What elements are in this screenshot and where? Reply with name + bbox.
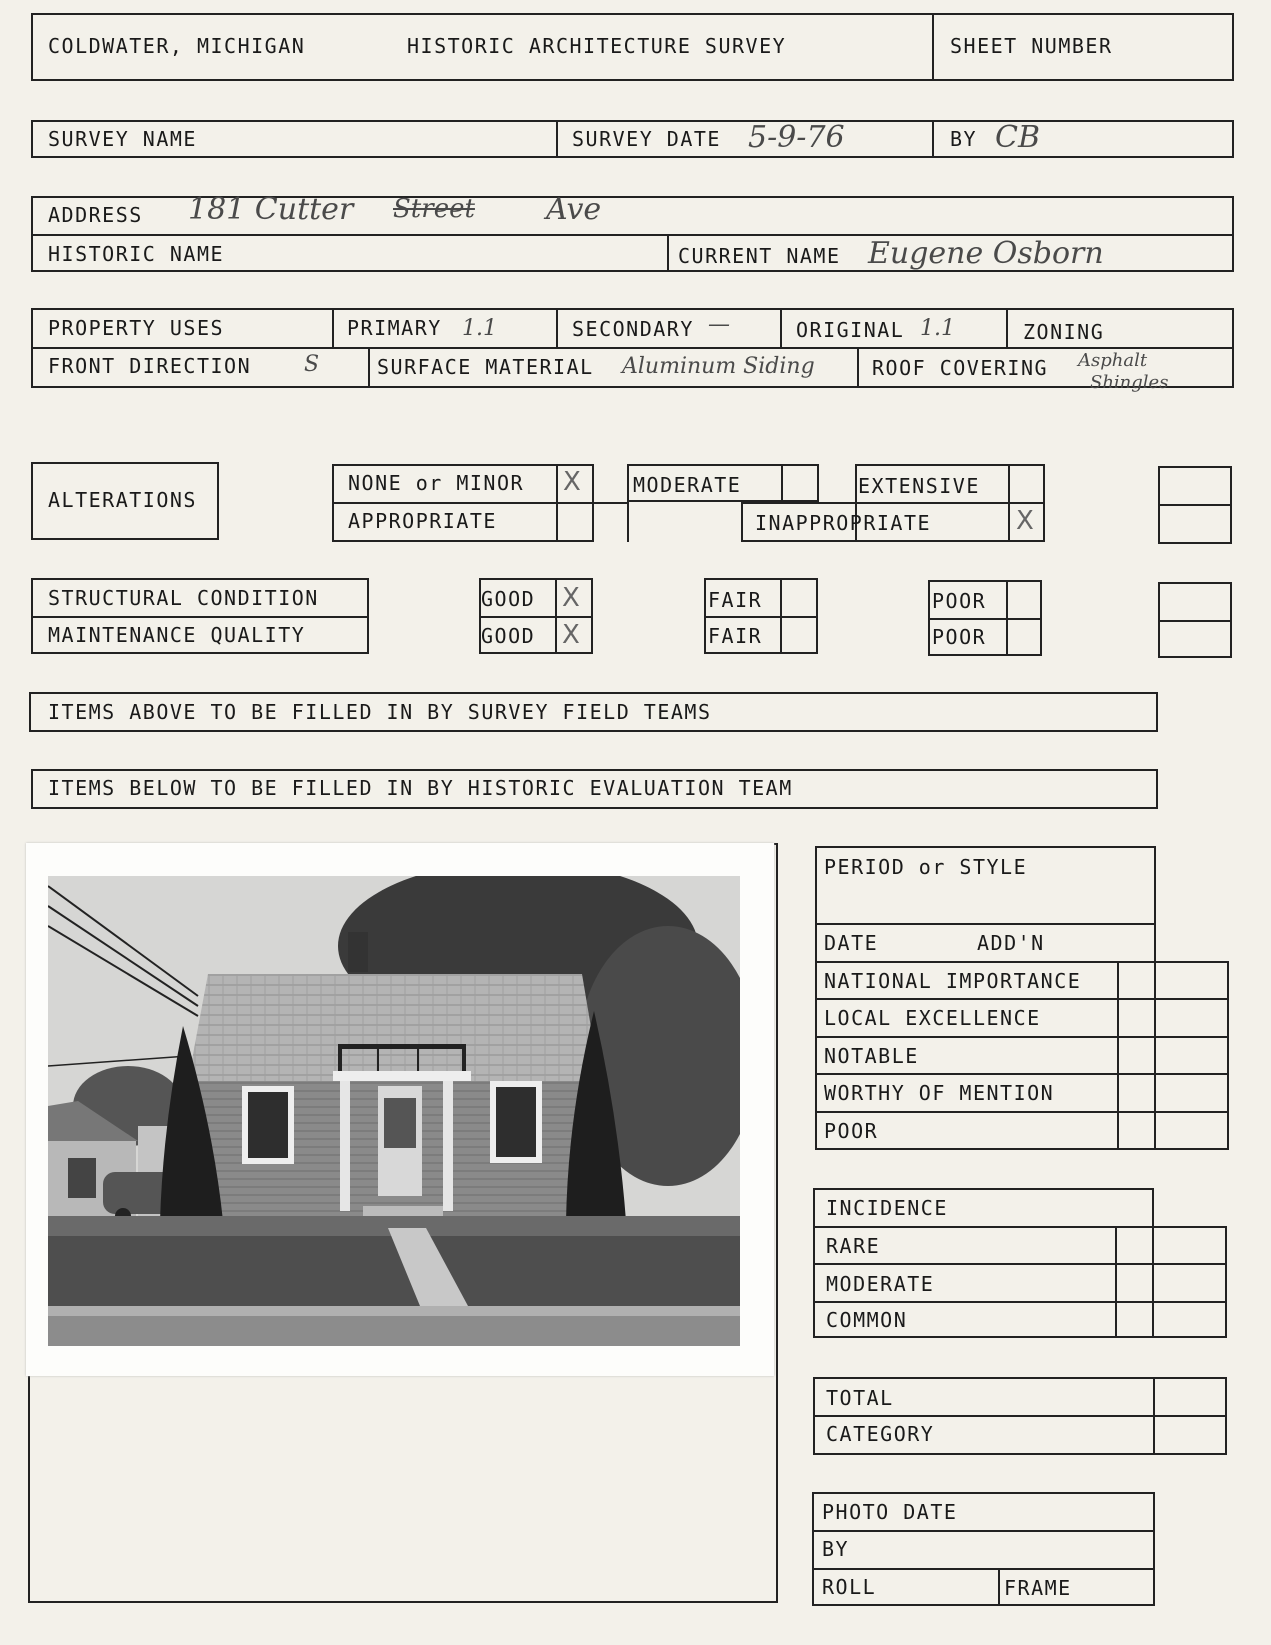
common-label: COMMON bbox=[826, 1308, 908, 1332]
period-style-label: PERIOD or STYLE bbox=[824, 855, 1028, 879]
current-name-value[interactable]: Eugene Osborn bbox=[868, 236, 1104, 271]
surface-material-value[interactable]: Aluminum Siding bbox=[622, 354, 815, 379]
structural-condition-label: STRUCTURAL CONDITION bbox=[48, 586, 319, 610]
national-importance-label: NATIONAL IMPORTANCE bbox=[824, 969, 1082, 993]
original-value[interactable]: 1.1 bbox=[920, 316, 955, 341]
current-name-divider bbox=[667, 234, 669, 272]
alt-hline-3 bbox=[741, 540, 856, 542]
maintenance-fair-label: FAIR bbox=[708, 624, 763, 648]
poor-hline bbox=[928, 618, 1042, 620]
sheet-number-label: SHEET NUMBER bbox=[950, 34, 1113, 58]
maintenance-quality-label: MAINTENANCE QUALITY bbox=[48, 623, 306, 647]
local-excellence-label: LOCAL EXCELLENCE bbox=[824, 1006, 1041, 1030]
primary-value[interactable]: 1.1 bbox=[462, 316, 497, 341]
tot-h1 bbox=[813, 1415, 1227, 1417]
house-photo bbox=[48, 876, 740, 1346]
cond-score-divider bbox=[1158, 620, 1232, 622]
front-direction-label: FRONT DIRECTION bbox=[48, 354, 252, 378]
eval-h7 bbox=[815, 1148, 1229, 1150]
structural-fair-label: FAIR bbox=[708, 588, 763, 612]
photo-by-label: BY bbox=[822, 1537, 850, 1561]
eval-h6 bbox=[815, 1111, 1229, 1113]
alt-vline-4 bbox=[781, 464, 783, 502]
items-above-note: ITEMS ABOVE TO BE FILLED IN BY SURVEY FIELD TEAMS bbox=[48, 700, 712, 724]
fair-vline bbox=[780, 578, 782, 654]
address-label: ADDRESS bbox=[48, 203, 143, 227]
eval-poor-label: POOR bbox=[824, 1119, 879, 1143]
moderate-label: MODERATE bbox=[633, 473, 742, 497]
survey-by-value[interactable]: CB bbox=[995, 120, 1040, 155]
original-label: ORIGINAL bbox=[796, 318, 905, 342]
prop-div-1 bbox=[332, 308, 334, 348]
roof-covering-value-1[interactable]: Asphalt bbox=[1078, 350, 1148, 371]
maintenance-good-checkbox[interactable]: X bbox=[562, 620, 580, 650]
prop-div-4 bbox=[1006, 308, 1008, 348]
survey-divider-2 bbox=[932, 120, 934, 158]
category-label: CATEGORY bbox=[826, 1422, 935, 1446]
good-vline bbox=[555, 578, 557, 654]
address-number[interactable]: 181 Cutter bbox=[188, 192, 354, 227]
current-name-label: CURRENT NAME bbox=[678, 244, 841, 268]
incidence-moderate-label: MODERATE bbox=[826, 1272, 935, 1296]
total-label: TOTAL bbox=[826, 1386, 894, 1410]
header-divider bbox=[932, 13, 934, 81]
surface-material-label: SURFACE MATERIAL bbox=[377, 355, 594, 379]
inappropriate-checkbox[interactable]: X bbox=[1016, 506, 1034, 536]
primary-label: PRIMARY bbox=[347, 316, 442, 340]
form-title: HISTORIC ARCHITECTURE SURVEY bbox=[407, 34, 787, 58]
rare-label: RARE bbox=[826, 1234, 881, 1258]
eval-h4 bbox=[815, 1036, 1229, 1038]
appropriate-label: APPROPRIATE bbox=[348, 509, 497, 533]
maintenance-poor-label: POOR bbox=[932, 625, 987, 649]
alt-hline-1 bbox=[332, 502, 627, 504]
survey-date-label: SURVEY DATE bbox=[572, 127, 721, 151]
structural-good-checkbox[interactable]: X bbox=[562, 583, 580, 613]
frame-label: FRAME bbox=[1004, 1576, 1072, 1600]
date-label: DATE bbox=[824, 931, 879, 955]
eval-h1 bbox=[815, 923, 1156, 925]
incidence-label: INCIDENCE bbox=[826, 1196, 948, 1220]
poor-vline bbox=[1006, 580, 1008, 656]
address-struck-word: Street bbox=[393, 194, 475, 224]
eval-h2 bbox=[815, 961, 1229, 963]
alt-hline-2 bbox=[741, 502, 1045, 504]
cond-hline-1 bbox=[31, 616, 369, 618]
prop-div-2 bbox=[556, 308, 558, 348]
inc-h4 bbox=[813, 1336, 1227, 1338]
pi-v1 bbox=[998, 1568, 1000, 1606]
survey-divider-1 bbox=[556, 120, 558, 158]
worthy-of-mention-label: WORTHY OF MENTION bbox=[824, 1081, 1055, 1105]
address-suffix[interactable]: Ave bbox=[546, 192, 602, 227]
historic-name-label: HISTORIC NAME bbox=[48, 242, 225, 266]
inc-h3 bbox=[813, 1301, 1227, 1303]
none-minor-label: NONE or MINOR bbox=[348, 471, 525, 495]
city-label: COLDWATER, MICHIGAN bbox=[48, 34, 306, 58]
eval-v2 bbox=[1227, 961, 1229, 1150]
eval-v1 bbox=[1117, 961, 1119, 1150]
roof-covering-value-2[interactable]: Shingles bbox=[1090, 372, 1169, 393]
prop-div-5 bbox=[368, 347, 370, 388]
prop-div-3 bbox=[780, 308, 782, 348]
eval-h3 bbox=[815, 998, 1229, 1000]
secondary-value[interactable]: — bbox=[708, 312, 730, 337]
alt-vline-1 bbox=[556, 464, 558, 542]
house-photo-image bbox=[48, 876, 740, 1346]
secondary-label: SECONDARY bbox=[572, 317, 694, 341]
structural-poor-label: POOR bbox=[932, 589, 987, 613]
good-hline bbox=[479, 616, 593, 618]
addn-label: ADD'N bbox=[977, 931, 1045, 955]
tot-v1 bbox=[1153, 1377, 1155, 1455]
zoning-label: ZONING bbox=[1023, 320, 1105, 344]
survey-by-label: BY bbox=[950, 127, 978, 151]
inappropriate-label: INAPPROPRIATE bbox=[755, 511, 932, 535]
roof-covering-label: ROOF COVERING bbox=[872, 356, 1049, 380]
inc-v1 bbox=[1115, 1226, 1117, 1338]
alterations-label: ALTERATIONS bbox=[48, 488, 197, 512]
property-uses-label: PROPERTY USES bbox=[48, 316, 225, 340]
pi-h1 bbox=[812, 1530, 1155, 1532]
fair-hline bbox=[704, 616, 818, 618]
structural-good-label: GOOD bbox=[481, 587, 536, 611]
extensive-label: EXTENSIVE bbox=[858, 474, 980, 498]
maintenance-good-label: GOOD bbox=[481, 624, 536, 648]
alt-score-divider bbox=[1158, 504, 1232, 506]
alt-vline-6 bbox=[741, 502, 743, 542]
property-divider bbox=[31, 347, 1234, 349]
photo-date-label: PHOTO DATE bbox=[822, 1500, 958, 1524]
pi-h2 bbox=[812, 1568, 1155, 1570]
inc-v2 bbox=[1225, 1226, 1227, 1338]
survey-name-label: SURVEY NAME bbox=[48, 127, 197, 151]
eval-h5 bbox=[815, 1073, 1229, 1075]
none-minor-checkbox[interactable]: X bbox=[563, 467, 581, 497]
notable-label: NOTABLE bbox=[824, 1044, 919, 1068]
prop-div-6 bbox=[857, 347, 859, 388]
roll-label: ROLL bbox=[822, 1575, 877, 1599]
items-below-note: ITEMS BELOW TO BE FILLED IN BY HISTORIC EVALUATION TEAM bbox=[48, 776, 793, 800]
inc-h1 bbox=[813, 1226, 1227, 1228]
survey-date-value[interactable]: 5-9-76 bbox=[748, 120, 845, 155]
inc-h2 bbox=[813, 1263, 1227, 1265]
alt-vline-2 bbox=[592, 464, 594, 542]
front-direction-value[interactable]: S bbox=[304, 352, 320, 377]
